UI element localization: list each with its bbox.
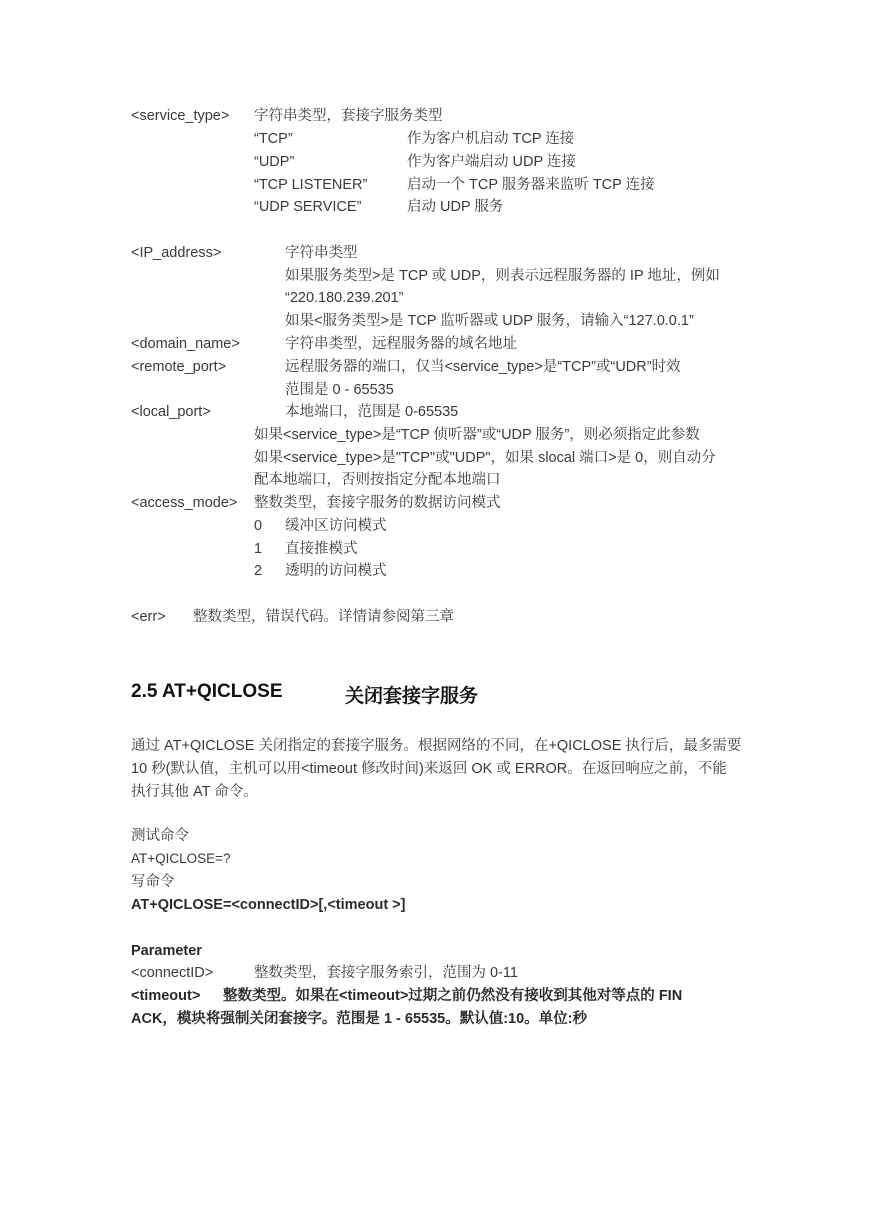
ip-address-line: 字符串类型 bbox=[285, 245, 358, 261]
domain-name-desc: 字符串类型，远程服务器的域名地址 bbox=[285, 336, 517, 352]
intro-line: 10 秒(默认值，主机可以用<timeout 修改时间)来返回 OK 或 ERROR。在返回响应之前，不能 bbox=[131, 761, 727, 777]
section-title: 关闭套接字服务 bbox=[345, 686, 479, 707]
intro-line: 通过 AT+QICLOSE 关闭指定的套接字服务。根据网络的不同，在+QICLOSE 执行后，最多需要 bbox=[131, 738, 742, 754]
mode-value: 0 bbox=[254, 518, 263, 534]
option-desc: 启动一个 TCP 服务器来监听 TCP 连接 bbox=[407, 177, 655, 193]
service-type-desc: 字符串类型，套接字服务类型 bbox=[254, 108, 443, 124]
remote-port-line: 远程服务器的端口，仅当<service_type>是“TCP”或“UDR”时效 bbox=[285, 359, 681, 375]
option-value: “UDP” bbox=[254, 154, 295, 170]
access-mode-param: <access_mode> bbox=[131, 495, 238, 511]
option-desc: 作为客户端启动 UDP 连接 bbox=[407, 154, 576, 170]
mode-desc: 直接推模式 bbox=[285, 541, 358, 557]
timeout-desc-cont: ACK，模块将强制关闭套接字。范围是 1 - 65535。默认值:10。单位:秒 bbox=[131, 1011, 587, 1027]
write-command-label: 写命令 bbox=[131, 874, 175, 890]
timeout-desc: 整数类型。如果在<timeout>过期之前仍然没有接收到其他对等点的 FIN bbox=[223, 988, 683, 1004]
local-port-line: 如果<service_type>是“TCP 侦听器”或“UDP 服务”，则必须指定此参数 bbox=[254, 427, 700, 443]
write-command: AT+QICLOSE=<connectID>[,<timeout >] bbox=[131, 897, 406, 913]
connect-id-param: <connectID> bbox=[131, 965, 214, 981]
option-value: “TCP” bbox=[254, 131, 293, 147]
local-port-desc: 本地端口，范围是 0-65535 bbox=[285, 404, 459, 420]
mode-value: 1 bbox=[254, 541, 263, 557]
test-command-label: 测试命令 bbox=[131, 828, 189, 844]
access-mode-desc: 整数类型，套接字服务的数据访问模式 bbox=[254, 495, 501, 511]
ip-address-line: 如果服务类型>是 TCP 或 UDP，则表示远程服务器的 IP 地址，例如 bbox=[285, 268, 720, 284]
ip-address-line: “220.180.239.201” bbox=[285, 290, 404, 306]
option-desc: 启动 UDP 服务 bbox=[407, 199, 504, 215]
section-number: 2.5 AT+QICLOSE bbox=[131, 681, 283, 702]
ip-address-line: 如果<服务类型>是 TCP 监听器或 UDP 服务，请输入“127.0.0.1” bbox=[285, 313, 694, 329]
mode-desc: 透明的访问模式 bbox=[285, 563, 387, 579]
test-command: AT+QICLOSE=? bbox=[131, 851, 231, 866]
service-type-param: <service_type> bbox=[131, 108, 230, 124]
mode-value: 2 bbox=[254, 563, 263, 579]
err-desc: 整数类型，错误代码。详情请参阅第三章 bbox=[193, 609, 454, 625]
err-param: <err> bbox=[131, 609, 166, 625]
local-port-line: 配本地端口，否则按指定分配本地端口 bbox=[254, 472, 501, 488]
timeout-param: <timeout> bbox=[131, 988, 201, 1004]
local-port-line: 如果<service_type>是"TCP"或"UDP"，如果 slocal 端口>是 0，则自动分 bbox=[254, 450, 716, 466]
option-value: “TCP LISTENER” bbox=[254, 177, 368, 193]
remote-port-param: <remote_port> bbox=[131, 359, 227, 375]
intro-line: 执行其他 AT 命令。 bbox=[131, 784, 258, 800]
connect-id-desc: 整数类型，套接字服务索引，范围为 0-11 bbox=[254, 965, 518, 981]
remote-port-line: 范围是 0 - 65535 bbox=[285, 382, 394, 398]
ip-address-param: <IP_address> bbox=[131, 245, 222, 261]
option-value: “UDP SERVICE” bbox=[254, 199, 362, 215]
mode-desc: 缓冲区访问模式 bbox=[285, 518, 387, 534]
local-port-param: <local_port> bbox=[131, 404, 211, 420]
option-desc: 作为客户机启动 TCP 连接 bbox=[407, 131, 575, 147]
parameter-heading: Parameter bbox=[131, 943, 202, 959]
domain-name-param: <domain_name> bbox=[131, 336, 240, 352]
